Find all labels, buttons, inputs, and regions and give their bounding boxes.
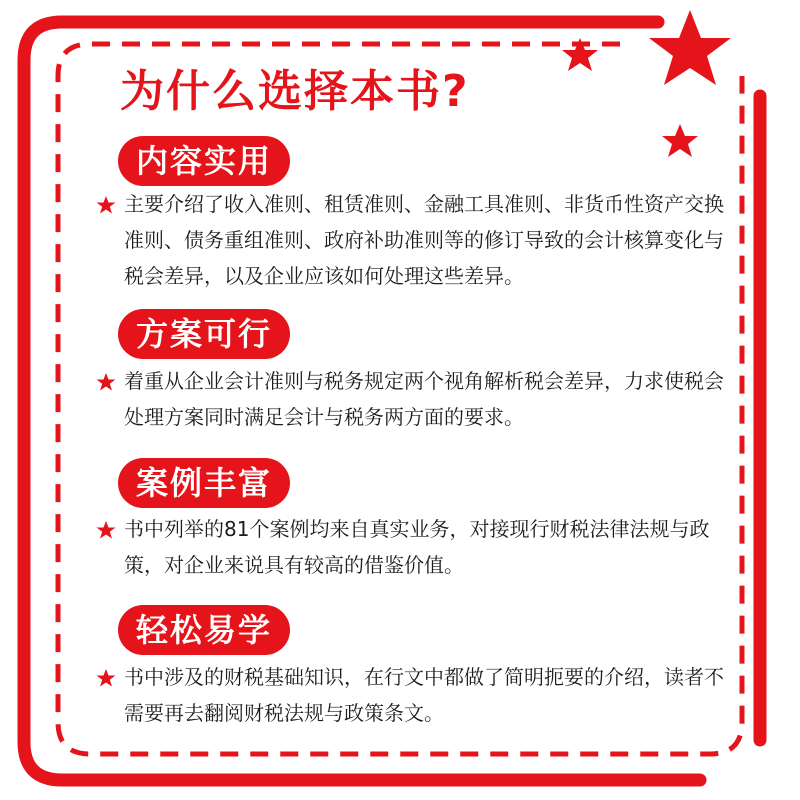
star-icon (96, 372, 116, 392)
section-text: 主要介绍了收入准则、租赁准则、金融工具准则、非货币性资产交换准则、债务重组准则、政府补助准则等的修订导致的会计核算变化与税会差异，以及企业应该如何处理这些差异。 (124, 192, 724, 288)
section-text: 书中列举的81个案例均来自真实业务，对接现行财税法律法规与政策，对企业来说具有较高的借鉴价值。 (124, 517, 710, 577)
section-heading-plan-feasible: 方案可行 (118, 309, 290, 359)
star-icon (96, 668, 116, 688)
section-text: 着重从企业会计准则与税务规定两个视角解析税会差异，力求使税会处理方案同时满足会计与税务两方面的要求。 (124, 369, 724, 429)
section-text: 书中涉及的财税基础知识，在行文中都做了简明扼要的介绍，读者不需要再去翻阅财税法规与政策条文。 (124, 665, 724, 725)
star-icon (662, 124, 698, 157)
star-icon (96, 520, 116, 540)
star-icon (562, 38, 598, 71)
section-heading-rich-cases: 案例丰富 (118, 458, 290, 508)
section-heading-content-practical: 内容实用 (118, 136, 290, 186)
page-title: 为什么选择本书? (120, 66, 470, 117)
star-icon (96, 195, 116, 215)
section-heading-easy-to-learn: 轻松易学 (118, 605, 290, 655)
